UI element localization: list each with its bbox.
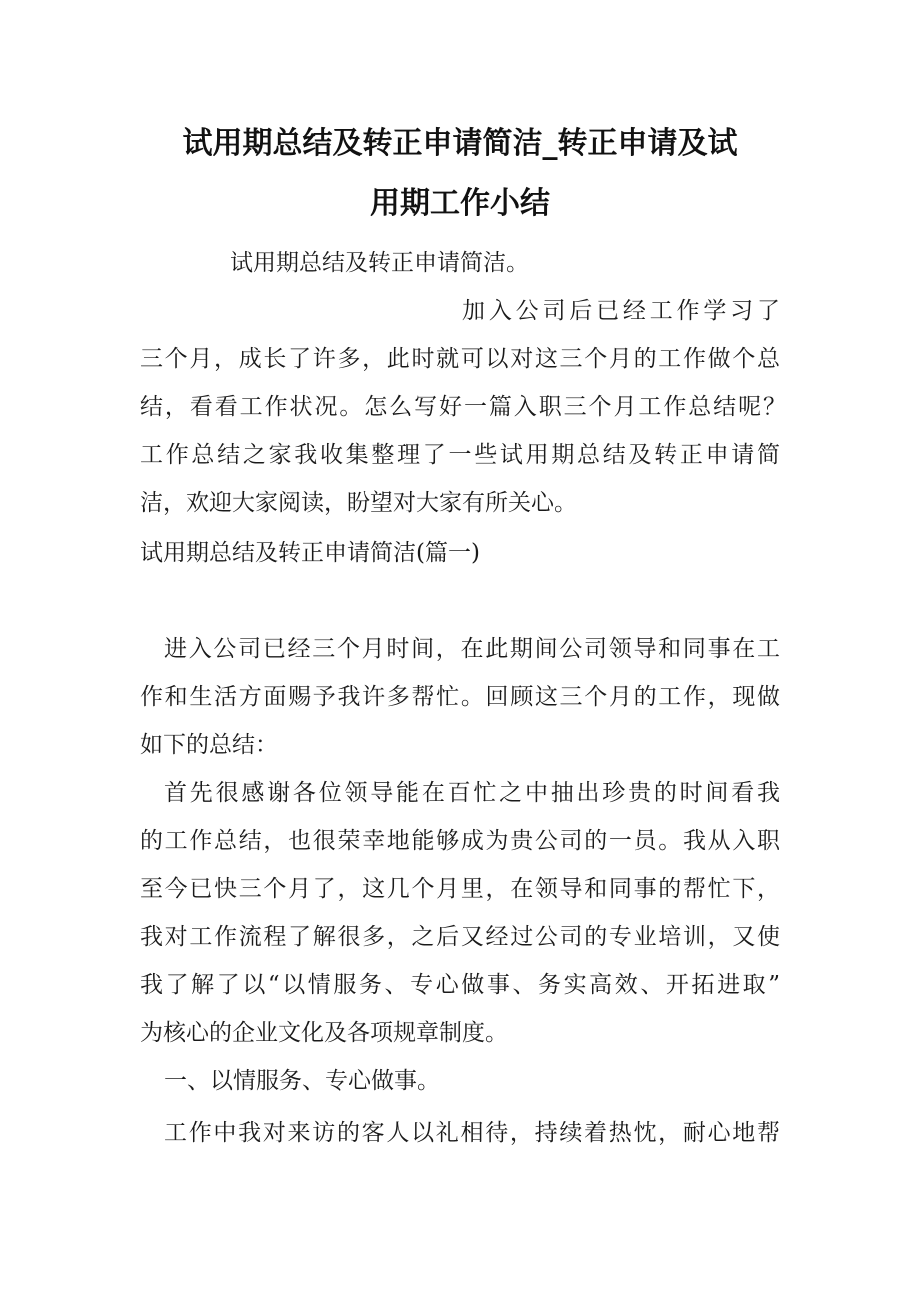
title-line-2: 用期工作小结: [370, 186, 550, 221]
paragraph-line: 洁，欢迎大家阅读，盼望对大家有所关心。: [140, 490, 577, 516]
paragraph-line: 我了解了以“以情服务、专心做事、务实高效、开拓进取”: [140, 972, 780, 998]
paragraph-line: 如下的总结：: [140, 732, 278, 758]
paragraph-line: 工作总结之家我收集整理了一些试用期总结及转正申请简: [140, 442, 780, 468]
paragraph-line: 至今已快三个月了，这几个月里，在领导和同事的帮忙下，: [140, 876, 780, 902]
section-heading: 试用期总结及转正申请简洁(篇一): [140, 540, 480, 566]
paragraph-line: 首先很感谢各位领导能在百忙之中抽出珍贵的时间看我: [164, 780, 780, 806]
paragraph-line: 的工作总结，也很荣幸地能够成为贵公司的一员。我从入职: [140, 828, 780, 854]
paragraph-line: 三个月，成长了许多，此时就可以对这三个月的工作做个总: [140, 346, 780, 372]
paragraph-line: 作和生活方面赐予我许多帮忙。回顾这三个月的工作，现做: [140, 684, 780, 710]
title-line-1: 试用期总结及转正申请简洁_转正申请及试: [182, 126, 738, 161]
paragraph-line: 结，看看工作状况。怎么写好一篇入职三个月工作总结呢？: [140, 394, 786, 420]
intro-line: 试用期总结及转正申请简洁。: [230, 250, 529, 276]
document-title: [100, 114, 820, 234]
paragraph-line: 我对工作流程了解很多，之后又经过公司的专业培训，又使: [140, 924, 780, 950]
paragraph-line: 为核心的企业文化及各项规章制度。: [140, 1020, 508, 1046]
paragraph-line: 加入公司后已经工作学习了: [462, 298, 780, 324]
paragraph-line: 工作中我对来访的客人以礼相待，持续着热忱，耐心地帮: [164, 1120, 780, 1146]
paragraph-line: 进入公司已经三个月时间，在此期间公司领导和同事在工: [164, 636, 780, 662]
subsection-heading: 一、以情服务、专心做事。: [164, 1068, 440, 1094]
